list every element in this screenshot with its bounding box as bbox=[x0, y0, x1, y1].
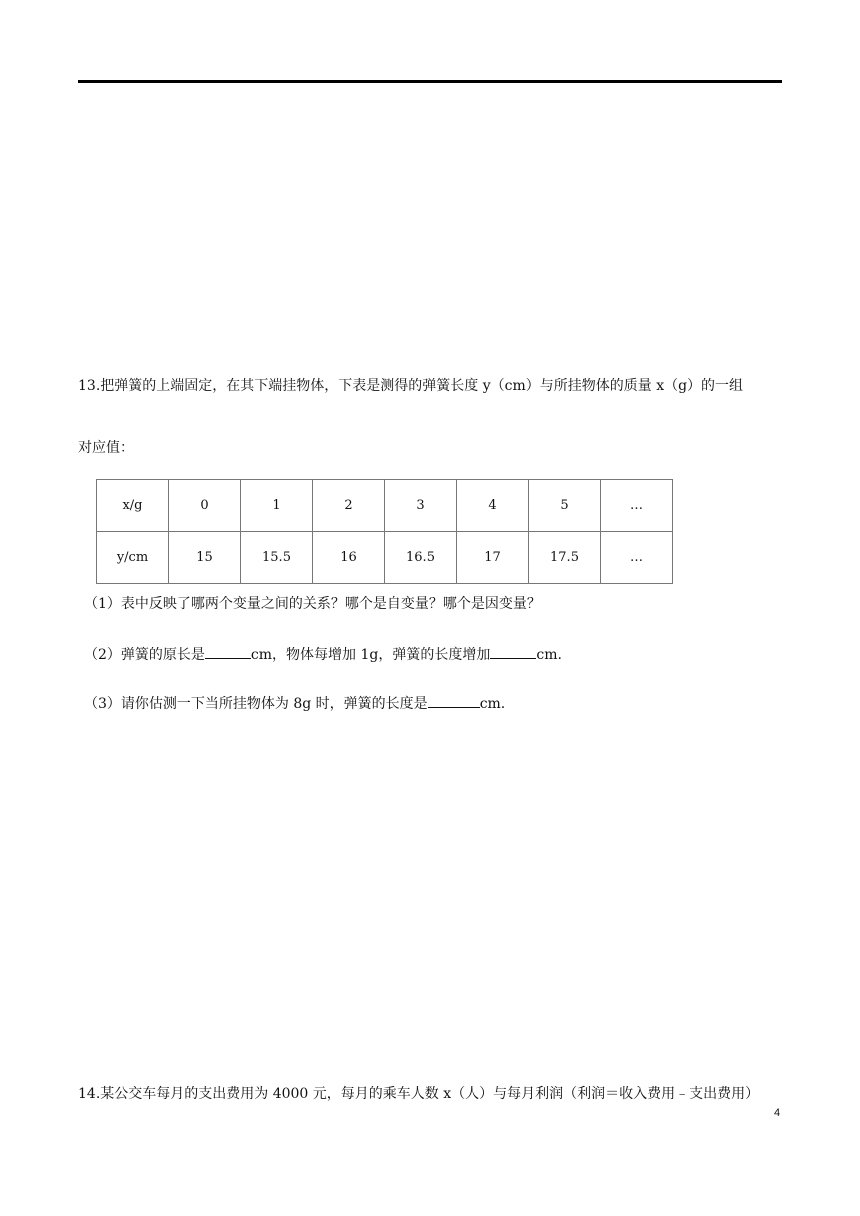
answer-blank[interactable] bbox=[490, 644, 536, 659]
table-cell: 3 bbox=[385, 480, 457, 532]
table-cell: x/g bbox=[97, 480, 169, 532]
table-cell: … bbox=[601, 532, 673, 584]
q13-sub2-text-c: cm. bbox=[536, 647, 562, 663]
answer-blank[interactable] bbox=[428, 693, 480, 708]
q13-sub2-text-b: cm，物体每增加 1g，弹簧的长度增加 bbox=[250, 647, 491, 663]
table-cell: 1 bbox=[241, 480, 313, 532]
q13-subquestion-1: （1）表中反映了哪两个变量之间的关系？哪个是自变量？哪个是因变量？ bbox=[84, 596, 541, 612]
q13-subquestion-2 bbox=[84, 644, 562, 665]
table-cell: 15.5 bbox=[241, 532, 313, 584]
table-row-x bbox=[97, 480, 673, 532]
table-cell: 5 bbox=[529, 480, 601, 532]
table-cell: 2 bbox=[313, 480, 385, 532]
q13-data-table bbox=[96, 479, 673, 584]
q13-sub3-text-b: cm. bbox=[479, 696, 506, 712]
q13-stem-line1: 13.把弹簧的上端固定，在其下端挂物体，下表是测得的弹簧长度 y（cm）与所挂物体的质量 x（g）的一组 bbox=[78, 378, 744, 394]
q13-subquestion-3 bbox=[84, 693, 505, 714]
table-cell: 15 bbox=[169, 532, 241, 584]
table-cell: 16 bbox=[313, 532, 385, 584]
answer-blank[interactable] bbox=[205, 644, 251, 659]
table-cell: … bbox=[601, 480, 673, 532]
table-cell: 4 bbox=[457, 480, 529, 532]
page-number: 4 bbox=[774, 1107, 781, 1119]
q13-stem-line2: 对应值： bbox=[78, 440, 134, 456]
table-row-y bbox=[97, 532, 673, 584]
table-cell: 17.5 bbox=[529, 532, 601, 584]
q14-stem-line1: 14.某公交车每月的支出费用为 4000 元，每月的乘车人数 x（人）与每月利润（利润＝收入费用﹣支出费用） bbox=[78, 1086, 760, 1102]
table-cell: 0 bbox=[169, 480, 241, 532]
q13-sub2-text-a: （2）弹簧的原长是 bbox=[84, 647, 205, 663]
table-cell: y/cm bbox=[97, 532, 169, 584]
q13-sub3-text-a: （3）请你估测一下当所挂物体为 8g 时，弹簧的长度是 bbox=[84, 696, 428, 712]
table-cell: 17 bbox=[457, 532, 529, 584]
header-rule bbox=[78, 80, 782, 83]
table-cell: 16.5 bbox=[385, 532, 457, 584]
